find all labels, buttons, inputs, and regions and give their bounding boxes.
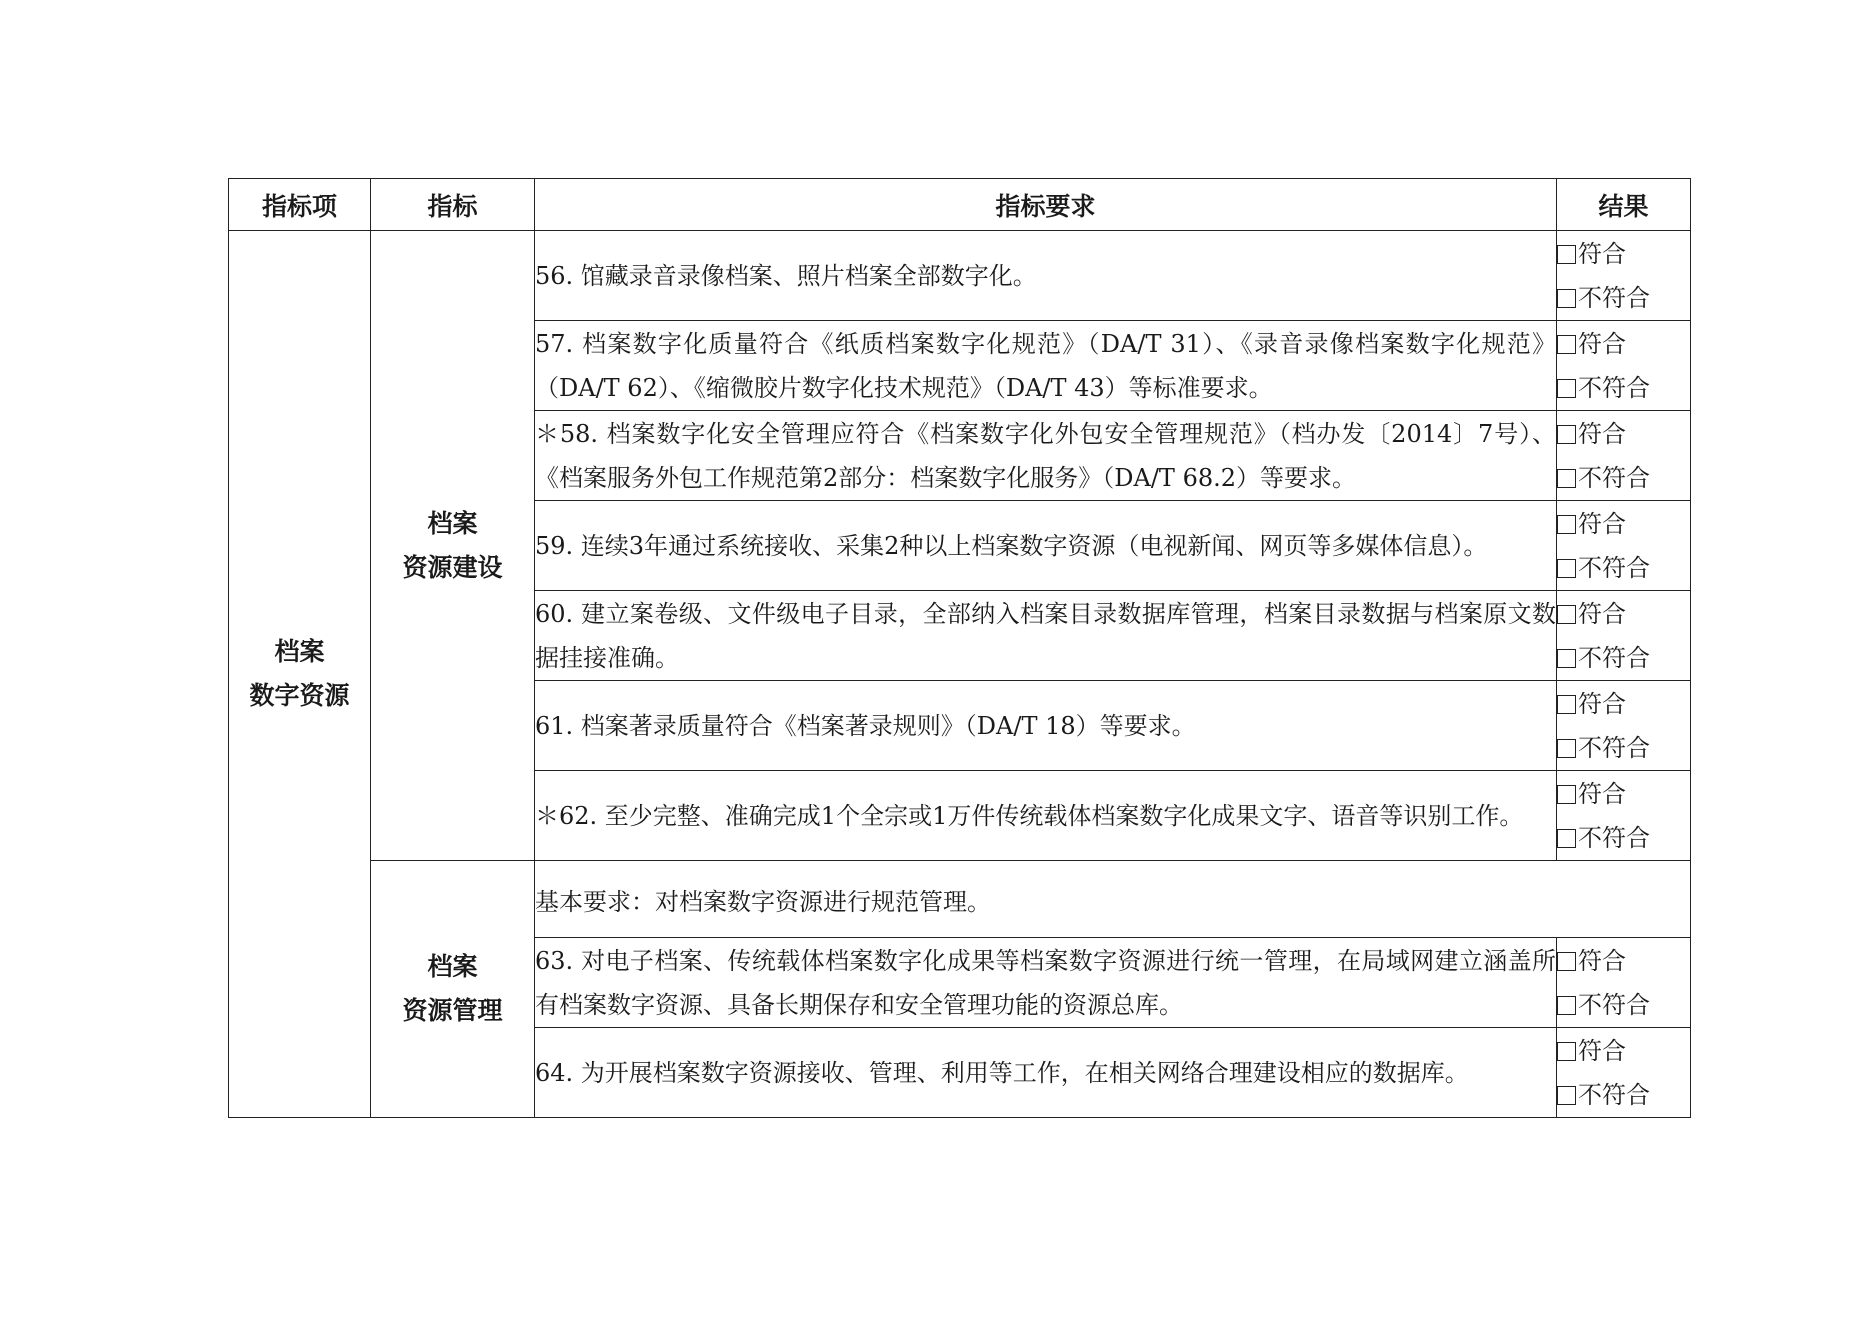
checkbox-icon[interactable] bbox=[1557, 1042, 1576, 1061]
checkbox-icon[interactable] bbox=[1557, 695, 1576, 714]
checkbox-icon[interactable] bbox=[1557, 785, 1576, 804]
result-cell bbox=[1557, 771, 1691, 861]
checkbox-icon[interactable] bbox=[1557, 952, 1576, 971]
indicator-cell-resource-management bbox=[371, 861, 535, 1118]
requirement-cell: 63. 对电子档案、传统载体档案数字化成果等档案数字资源进行统一管理，在局域网建立涵盖所有档案数字资源、具备长期保存和安全管理功能的资源总库。 bbox=[535, 938, 1557, 1028]
result-cell bbox=[1557, 411, 1691, 501]
checkbox-icon[interactable] bbox=[1557, 245, 1576, 264]
checkbox-icon[interactable] bbox=[1557, 996, 1576, 1015]
category-cell bbox=[229, 231, 371, 1118]
checkbox-icon[interactable] bbox=[1557, 335, 1576, 354]
result-cell bbox=[1557, 231, 1691, 321]
checkbox-icon[interactable] bbox=[1557, 649, 1576, 668]
fail-option[interactable] bbox=[1557, 983, 1690, 1027]
fail-option[interactable] bbox=[1557, 816, 1690, 860]
pass-option[interactable] bbox=[1557, 939, 1690, 983]
category-label-line1: 档案 bbox=[274, 637, 325, 666]
pass-option[interactable] bbox=[1557, 592, 1690, 636]
result-cell bbox=[1557, 321, 1691, 411]
checkbox-icon[interactable] bbox=[1557, 559, 1576, 578]
fail-label: 不符合 bbox=[1578, 553, 1650, 582]
fail-option[interactable] bbox=[1557, 1073, 1690, 1117]
result-cell bbox=[1557, 501, 1691, 591]
pass-option[interactable] bbox=[1557, 412, 1690, 456]
requirement-cell: 64. 为开展档案数字资源接收、管理、利用等工作，在相关网络合理建设相应的数据库。 bbox=[535, 1028, 1557, 1118]
fail-option[interactable] bbox=[1557, 456, 1690, 500]
checkbox-icon[interactable] bbox=[1557, 515, 1576, 534]
fail-label: 不符合 bbox=[1578, 823, 1650, 852]
evaluation-table bbox=[228, 178, 1691, 1118]
pass-label: 符合 bbox=[1578, 689, 1626, 718]
fail-label: 不符合 bbox=[1578, 373, 1650, 402]
indicator-label-line2: 资源管理 bbox=[402, 996, 503, 1025]
indicator-label-line1: 档案 bbox=[427, 952, 478, 981]
indicator-label-line2: 资源建设 bbox=[402, 552, 503, 582]
requirement-cell: 60. 建立案卷级、文件级电子目录，全部纳入档案目录数据库管理，档案目录数据与档案原文数据挂接准确。 bbox=[535, 591, 1557, 681]
header-result: 结果 bbox=[1557, 179, 1691, 231]
checkbox-icon[interactable] bbox=[1557, 739, 1576, 758]
fail-option[interactable] bbox=[1557, 636, 1690, 680]
result-cell bbox=[1557, 591, 1691, 681]
fail-option[interactable] bbox=[1557, 366, 1690, 410]
header-indicator: 指标 bbox=[371, 179, 535, 231]
checkbox-icon[interactable] bbox=[1557, 605, 1576, 624]
fail-label: 不符合 bbox=[1578, 643, 1650, 672]
fail-label: 不符合 bbox=[1578, 283, 1650, 312]
indicator-label-line1: 档案 bbox=[427, 508, 478, 538]
checkbox-icon[interactable] bbox=[1557, 289, 1576, 308]
pass-label: 符合 bbox=[1578, 599, 1626, 628]
requirement-cell: 59. 连续3年通过系统接收、采集2种以上档案数字资源（电视新闻、网页等多媒体信息）。 bbox=[535, 501, 1557, 591]
pass-option[interactable] bbox=[1557, 682, 1690, 726]
requirement-cell: ＊62. 至少完整、准确完成1个全宗或1万件传统载体档案数字化成果文字、语音等识别工作。 bbox=[535, 771, 1557, 861]
pass-label: 符合 bbox=[1578, 419, 1626, 448]
checkbox-icon[interactable] bbox=[1557, 379, 1576, 398]
result-cell bbox=[1557, 681, 1691, 771]
fail-label: 不符合 bbox=[1578, 1080, 1650, 1109]
pass-label: 符合 bbox=[1578, 239, 1626, 268]
indicator-cell-resource-building bbox=[371, 231, 535, 861]
requirement-cell: 56. 馆藏录音录像档案、照片档案全部数字化。 bbox=[535, 231, 1557, 321]
result-cell bbox=[1557, 938, 1691, 1028]
pass-option[interactable] bbox=[1557, 772, 1690, 816]
fail-option[interactable] bbox=[1557, 276, 1690, 320]
requirement-cell: 57. 档案数字化质量符合《纸质档案数字化规范》（DA/T 31）、《录音录像档案数字化规范》（DA/T 62）、《缩微胶片数字化技术规范》（DA/T 43）等标准要求。 bbox=[535, 321, 1557, 411]
pass-label: 符合 bbox=[1578, 329, 1626, 358]
fail-label: 不符合 bbox=[1578, 463, 1650, 492]
pass-label: 符合 bbox=[1578, 1036, 1626, 1065]
basic-requirement: 基本要求：对档案数字资源进行规范管理。 bbox=[535, 861, 1691, 938]
header-requirement: 指标要求 bbox=[535, 179, 1557, 231]
pass-option[interactable] bbox=[1557, 232, 1690, 276]
pass-option[interactable] bbox=[1557, 502, 1690, 546]
fail-option[interactable] bbox=[1557, 726, 1690, 770]
table-row bbox=[229, 861, 1691, 938]
pass-label: 符合 bbox=[1578, 946, 1626, 975]
pass-option[interactable] bbox=[1557, 322, 1690, 366]
requirement-cell: 61. 档案著录质量符合《档案著录规则》（DA/T 18）等要求。 bbox=[535, 681, 1557, 771]
requirement-cell: ＊58. 档案数字化安全管理应符合《档案数字化外包安全管理规范》（档办发〔2014〕7号）、《档案服务外包工作规范第2部分：档案数字化服务》（DA/T 68.2）等要求。 bbox=[535, 411, 1557, 501]
checkbox-icon[interactable] bbox=[1557, 1086, 1576, 1105]
pass-label: 符合 bbox=[1578, 509, 1626, 538]
pass-label: 符合 bbox=[1578, 779, 1626, 808]
checkbox-icon[interactable] bbox=[1557, 469, 1576, 488]
category-label-line2: 数字资源 bbox=[249, 681, 350, 710]
header-indicator-item: 指标项 bbox=[229, 179, 371, 231]
pass-option[interactable] bbox=[1557, 1029, 1690, 1073]
header-row bbox=[229, 179, 1691, 231]
checkbox-icon[interactable] bbox=[1557, 425, 1576, 444]
fail-option[interactable] bbox=[1557, 546, 1690, 590]
fail-label: 不符合 bbox=[1578, 990, 1650, 1019]
table-row bbox=[229, 231, 1691, 321]
result-cell bbox=[1557, 1028, 1691, 1118]
fail-label: 不符合 bbox=[1578, 733, 1650, 762]
checkbox-icon[interactable] bbox=[1557, 829, 1576, 848]
